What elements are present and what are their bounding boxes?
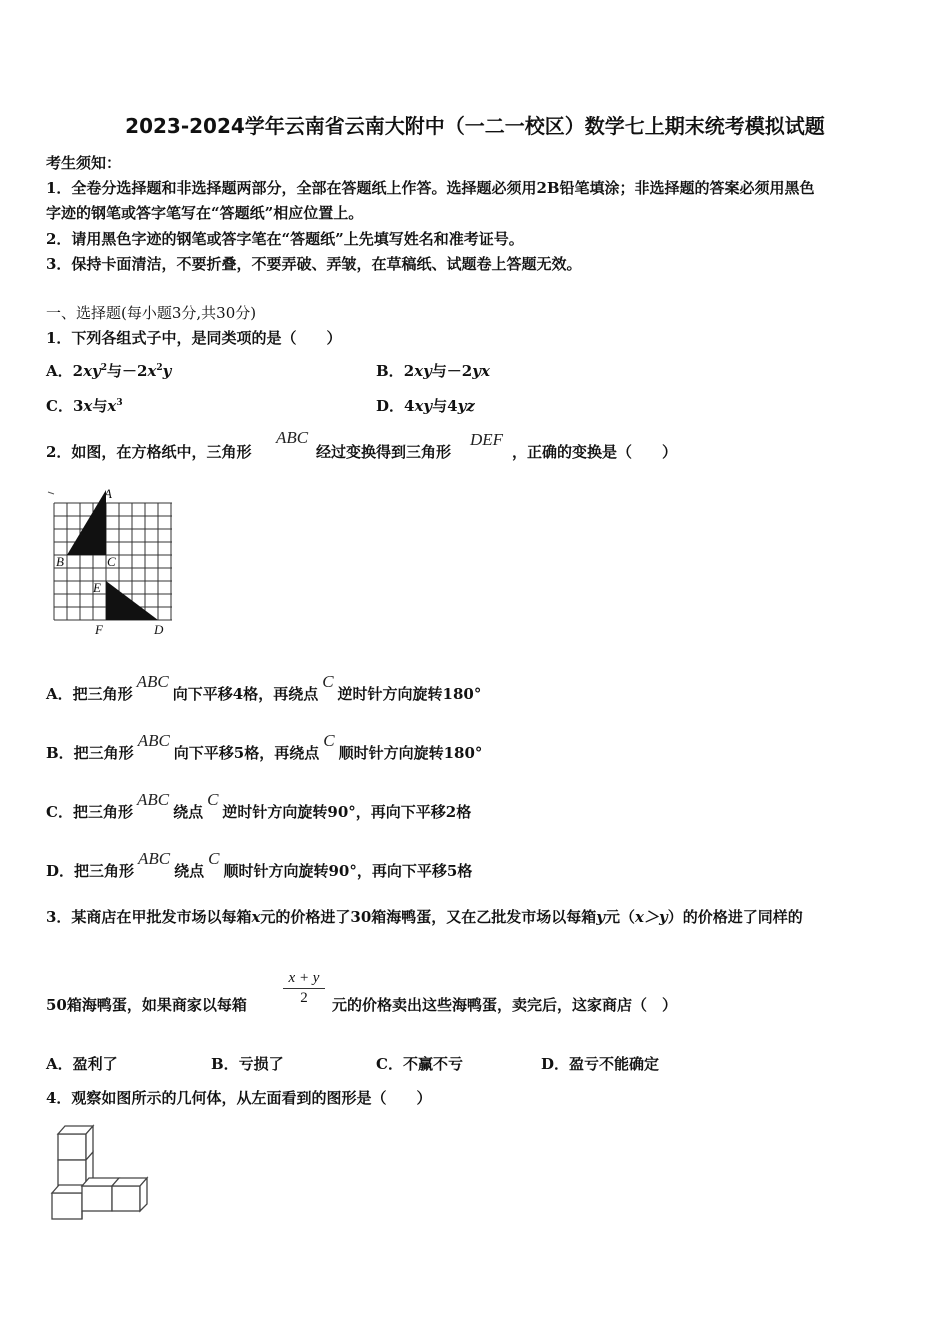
q2-option-d: D．把三角形ABC绕点C顺时针方向旋转90°，再向下平移5格 (46, 849, 473, 880)
q3-line-1: 3．某商店在甲批发市场以每箱x元的价格进了30箱海鸭蛋，又在乙批发市场以每箱y元（x＞y）的价格进了同样的 (46, 908, 803, 926)
label-b: B (56, 554, 64, 569)
triangle-abc (67, 490, 106, 555)
section-heading: 一、选择题(每小题3分,共30分) (46, 304, 257, 322)
notice-line-1a: 1．全卷分选择题和非选择题两部分，全部在答题纸上作答。选择题必须用2B铅笔填涂；非选择题的答案必须用黑色 (46, 179, 815, 197)
q3-line-2a: 50箱海鸭蛋，如果商家以每箱 (46, 996, 247, 1014)
q1-option-c: C．3x与$x^3$ (46, 397, 123, 415)
q3-option-b: B．亏损了 (211, 1055, 284, 1073)
q2-stem-b: 经过变换得到三角形 (316, 443, 452, 461)
q3-fraction (283, 970, 325, 1007)
q3-line-2b: 元的价格卖出这些海鸭蛋，卖完后，这家商店（ ） (332, 996, 678, 1014)
q1-option-a: A．$2xy^2$与$-2x^2y$ (46, 362, 172, 380)
notice-line-3: 3．保持卡面清洁，不要折叠，不要弄破、弄皱，在草稿纸、试题卷上答题无效。 (46, 255, 582, 273)
label-e: E (93, 580, 101, 595)
q1-option-d: D．4xy与4yz (376, 397, 475, 415)
q2-abc: ABC (276, 428, 309, 447)
fraction-numerator: x + y (288, 970, 320, 986)
q1-option-b: B．2xy与－2yx (376, 362, 490, 380)
label-d: D (154, 622, 164, 637)
fraction-denominator: 2 (300, 990, 308, 1006)
label-a: A (104, 486, 112, 501)
q2-option-c: C．把三角形ABC绕点C逆时针方向旋转90°，再向下平移2格 (46, 790, 472, 821)
notice-heading: 考生须知： (46, 154, 122, 172)
grid-figure (44, 484, 180, 638)
cube-solid-figure (44, 1120, 154, 1226)
q2-option-a: A．把三角形ABC向下平移4格，再绕点C逆时针方向旋转180° (46, 672, 482, 703)
fraction-bar (283, 988, 325, 989)
label-f: F (95, 622, 103, 637)
label-c: C (107, 554, 116, 569)
q3-option-a: A．盈利了 (46, 1055, 118, 1073)
q2-option-b: B．把三角形ABC向下平移5格，再绕点C顺时针方向旋转180° (46, 731, 483, 762)
q3-option-d: D．盈亏不能确定 (541, 1055, 660, 1073)
q2-stem-c: ，正确的变换是（ ） (512, 443, 678, 461)
q2-def: DEF (470, 430, 504, 449)
page-title: 2023-2024学年云南省云南大附中（一二一校区）数学七上期末统考模拟试题 (125, 114, 825, 138)
notice-line-1b: 字迹的钢笔或答字笔写在“答题纸”相应位置上。 (46, 204, 364, 222)
q2-stem-a: 2．如图，在方格纸中，三角形 (46, 443, 252, 461)
q4-stem: 4．观察如图所示的几何体，从左面看到的图形是（ ） (46, 1089, 432, 1107)
q1-stem: 1．下列各组式子中，是同类项的是（ ） (46, 329, 342, 347)
q3-option-c: C．不赢不亏 (376, 1055, 463, 1073)
notice-line-2: 2．请用黑色字迹的钢笔或答字笔在“答题纸”上先填写姓名和准考证号。 (46, 230, 524, 248)
